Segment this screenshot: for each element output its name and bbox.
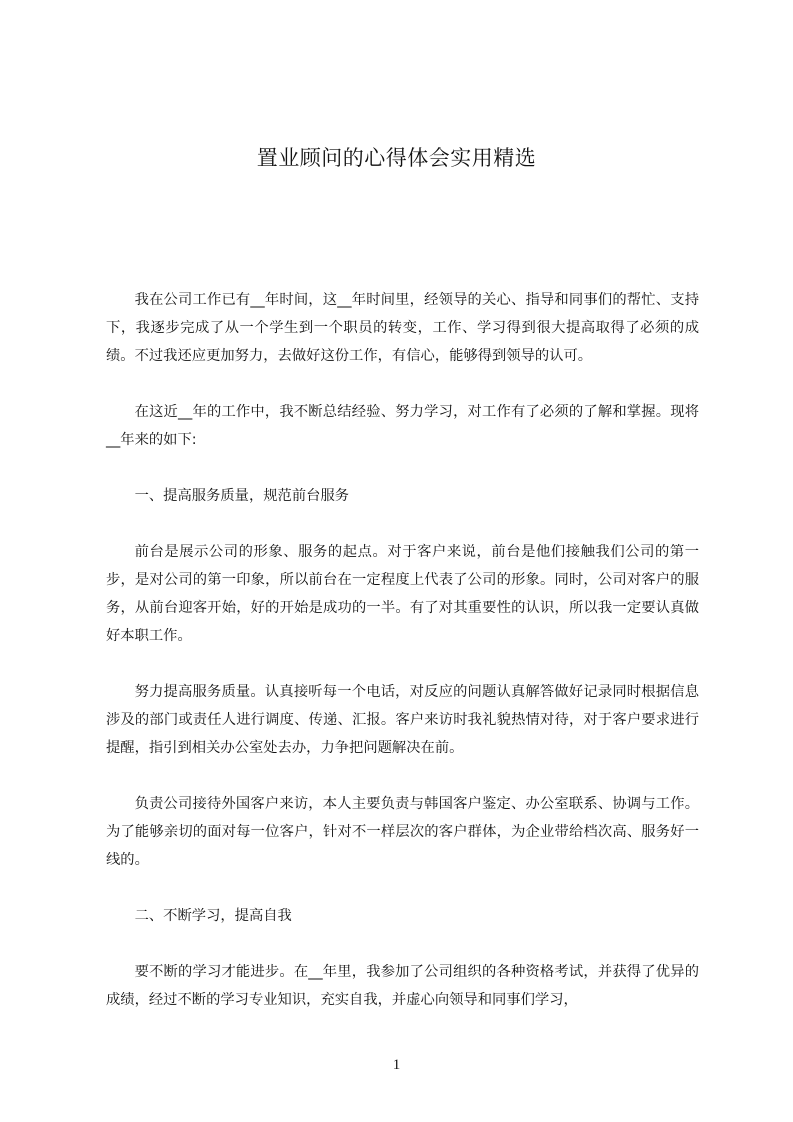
page-number: 1 (392, 1057, 401, 1073)
paragraph-learning: 要不断的学习才能进步。在__年里，我参加了公司组织的各种资格考试，并获得了优异的成绩，经过不断的学习专业知识，充实自我，并虚心向领导和同事们学习， (106, 964, 699, 1008)
section-heading-service: 一、提高服务质量，规范前台服务 (134, 488, 350, 504)
document-title: 置业顾问的心得体会实用精选 (256, 146, 537, 170)
paragraph-intro: 我在公司工作已有__年时间，这__年时间里，经领导的关心、指导和同事们的帮忙、支持下，我逐步完成了从一个学生到一个职员的转变，工作、学习得到很大提高取得了必须的成绩。不过我还应更加努力，去做好这份工作，有信心，能够得到领导的认可。 (106, 292, 699, 364)
paragraph-service-quality: 努力提高服务质量。认真接听每一个电话，对反应的问题认真解答做好记录同时根据信息涉及的部门或责任人进行调度、传递、汇报。客户来访时我礼貌热情对待，对于客户要求进行提醒，指引到相关办公室处去办，力争把问题解决在前。 (106, 684, 699, 756)
paragraph-summary: 在这近__年的工作中，我不断总结经验、努力学习，对工作有了必须的了解和掌握。现将__年来的如下: (106, 404, 699, 448)
document-body (106, 286, 699, 1042)
paragraph-foreign-clients: 负责公司接待外国客户来访，本人主要负责与韩国客户鉴定、办公室联系、协调与工作。为了能够亲切的面对每一位客户，针对不一样层次的客户群体，为企业带给档次高、服务好一线的。 (106, 796, 699, 868)
paragraph-front-desk: 前台是展示公司的形象、服务的起点。对于客户来说，前台是他们接触我们公司的第一步，是对公司的第一印象，所以前台在一定程度上代表了公司的形象。同时，公司对客户的服务，从前台迎客开始，好的开始是成功的一半。有了对其重要性的认识，所以我一定要认真做好本职工作。 (106, 544, 699, 644)
section-heading-learning: 二、不断学习，提高自我 (134, 908, 292, 924)
